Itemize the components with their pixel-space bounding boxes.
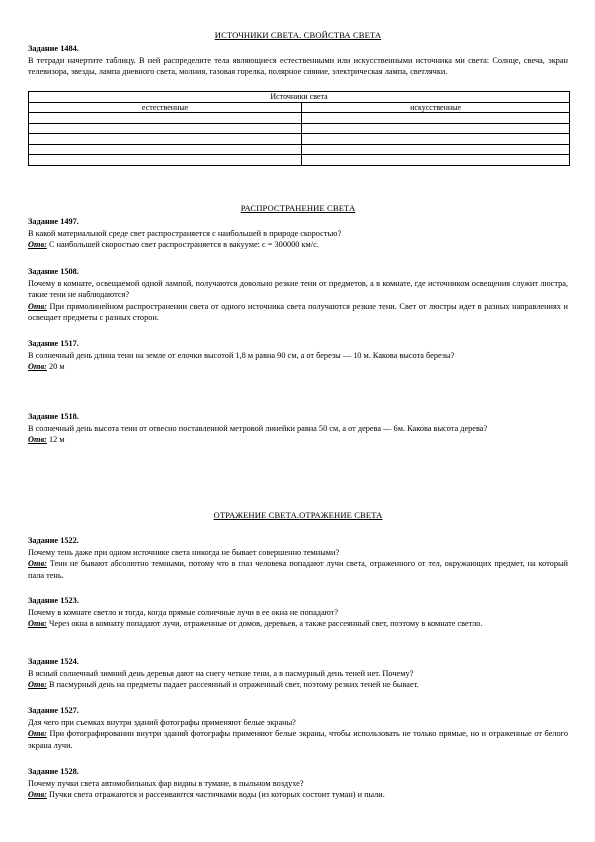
table-header-artificial: искусственные [302, 102, 570, 113]
answer-text: Через окна в комнату попадают лучи, отраженные от домов, деревьев, а также рассеянный свет, поэтому в комнате светло. [46, 619, 483, 629]
light-sources-table [28, 91, 570, 166]
table-header-natural: естественные [29, 102, 302, 113]
task-question: Почему в комнате, освещаемой одной лампой, получаются довольно резкие тени от предметов, а в комнате, где источником освещения служит люстра, такие тени не наблюдаются? [28, 279, 568, 300]
task-answer [28, 789, 568, 800]
task-question: Почему в комнате светло и тогда, когда прямые солнечные лучи в ее окна не попадают? [28, 608, 339, 618]
task-number: Задание 1528. [28, 767, 79, 776]
task-answer [28, 301, 568, 323]
table-cell [302, 155, 570, 166]
answer-label: Отв: [28, 619, 47, 629]
task-number: Задание 1517. [28, 339, 79, 348]
table-cell [302, 144, 570, 155]
task-number: Задание 1522. [28, 536, 79, 545]
answer-text: 20 м [46, 362, 65, 372]
task-1484 [28, 43, 568, 78]
answer-text: Тени не бывают абсолютно темными, потому что в глаз человека попадают лучи света, отраженного от тел, окружающих предмет, на который пала тень. [28, 559, 568, 580]
task-1522 [28, 535, 568, 581]
task-number: Задание 1523. [28, 596, 79, 605]
table-row [29, 155, 570, 166]
table-row [29, 113, 570, 124]
answer-label: Отв: [28, 680, 47, 690]
task-1497 [28, 216, 568, 251]
task-1523 [28, 595, 568, 630]
task-answer [28, 239, 568, 250]
table-cell [29, 134, 302, 145]
section-title-reflection: ОТРАЖЕНИЕ СВЕТА.ОТРАЖЕНИЕ СВЕТА [213, 510, 383, 520]
table-cell [29, 123, 302, 134]
task-answer [28, 618, 568, 629]
task-1508 [28, 266, 568, 323]
task-1527 [28, 705, 568, 751]
task-1518 [28, 411, 568, 446]
task-answer [28, 728, 568, 750]
task-1524 [28, 656, 568, 691]
task-number: Задание 1527. [28, 706, 79, 715]
table-row [29, 123, 570, 134]
task-number: Задание 1497. [28, 217, 79, 226]
table-caption: Источники света [29, 92, 570, 103]
task-question: В солнечный день высота тени от отвесно поставленной метровой линейки равна 50 см, а от дерева — 6м. Какова высота дерева? [28, 424, 488, 434]
answer-text: При прямолинейном распространении света от одного источника света получаются резкие тени. Свет от люстры идет в разных направлениях и освещает предметы с разных сторон. [28, 301, 568, 322]
task-number: Задание 1484. [28, 44, 79, 53]
task-answer [28, 434, 568, 445]
answer-text: В пасмурный день на предметы падает рассеянный и отраженный свет, поэтому резких теней не бывает. [46, 680, 419, 690]
table-cell [29, 155, 302, 166]
answer-text: При фотографировании внутри зданий фотографы применяют белые экраны, чтобы использовать не только прямые, но и отраженные от белого экрана лучи. [28, 729, 568, 750]
task-question: В ясный солнечный зимний день деревья дают на снегу четкие тени, а в пасмурный день теней нет. Почему? [28, 669, 414, 679]
answer-label: Отв: [28, 790, 47, 800]
table-row [29, 134, 570, 145]
task-number: Задание 1518. [28, 412, 79, 421]
section-title-light-sources: ИСТОЧНИКИ СВЕТА. СВОЙСТВА СВЕТА [214, 30, 382, 40]
table-cell [29, 113, 302, 124]
task-answer [28, 558, 568, 580]
answer-label: Отв: [28, 729, 47, 739]
table-row [29, 144, 570, 155]
answer-label: Отв: [28, 240, 47, 250]
task-number: Задание 1508. [28, 267, 79, 276]
answer-label: Отв: [28, 301, 47, 311]
answer-label: Отв: [28, 435, 47, 445]
table-cell [302, 123, 570, 134]
task-question: Для чего при съемках внутри зданий фотографы применяют белые экраны? [28, 718, 296, 728]
table-cell [302, 113, 570, 124]
task-question: В солнечный день длина тени на земле от елочки высотой 1,8 м равна 90 см, а от березы — 10 м. Какова высота березы? [28, 351, 455, 361]
answer-label: Отв: [28, 559, 47, 569]
task-1528 [28, 766, 568, 801]
task-question: Почему пучки света автомобильных фар видны в тумане, в пыльном воздухе? [28, 779, 304, 789]
task-answer [28, 679, 568, 690]
answer-text: С наибольшей скоростью свет распространяется в вакууме: c = 300000 км/с. [46, 240, 319, 250]
answer-label: Отв: [28, 362, 47, 372]
table-cell [29, 144, 302, 155]
task-answer [28, 361, 568, 372]
task-1517 [28, 338, 568, 373]
task-number: Задание 1524. [28, 657, 79, 666]
task-question: Почему тень даже при одном источнике света никогда не бывает совершенно темными? [28, 548, 340, 558]
task-question: В какой материальной среде свет распространяется с наибольшей в природе скоростью? [28, 229, 342, 239]
task-question: В тетради начертите таблицу. В ней распределите тела являющиеся естественными или искусственными источника ми света: Солнце, свеча, экран телевизора, звезды, лампа дневного света, молния, газовая горелка, полярное сияние, электрическая лампа, светлячки. [28, 56, 568, 77]
table-cell [302, 134, 570, 145]
section-title-propagation: РАСПРОСТРАНЕНИЕ СВЕТА [240, 203, 356, 213]
answer-text: Пучки света отражаются и рассеиваются частичками воды (из которых состоит туман) и пыли. [46, 790, 385, 800]
answer-text: 12 м [46, 435, 65, 445]
